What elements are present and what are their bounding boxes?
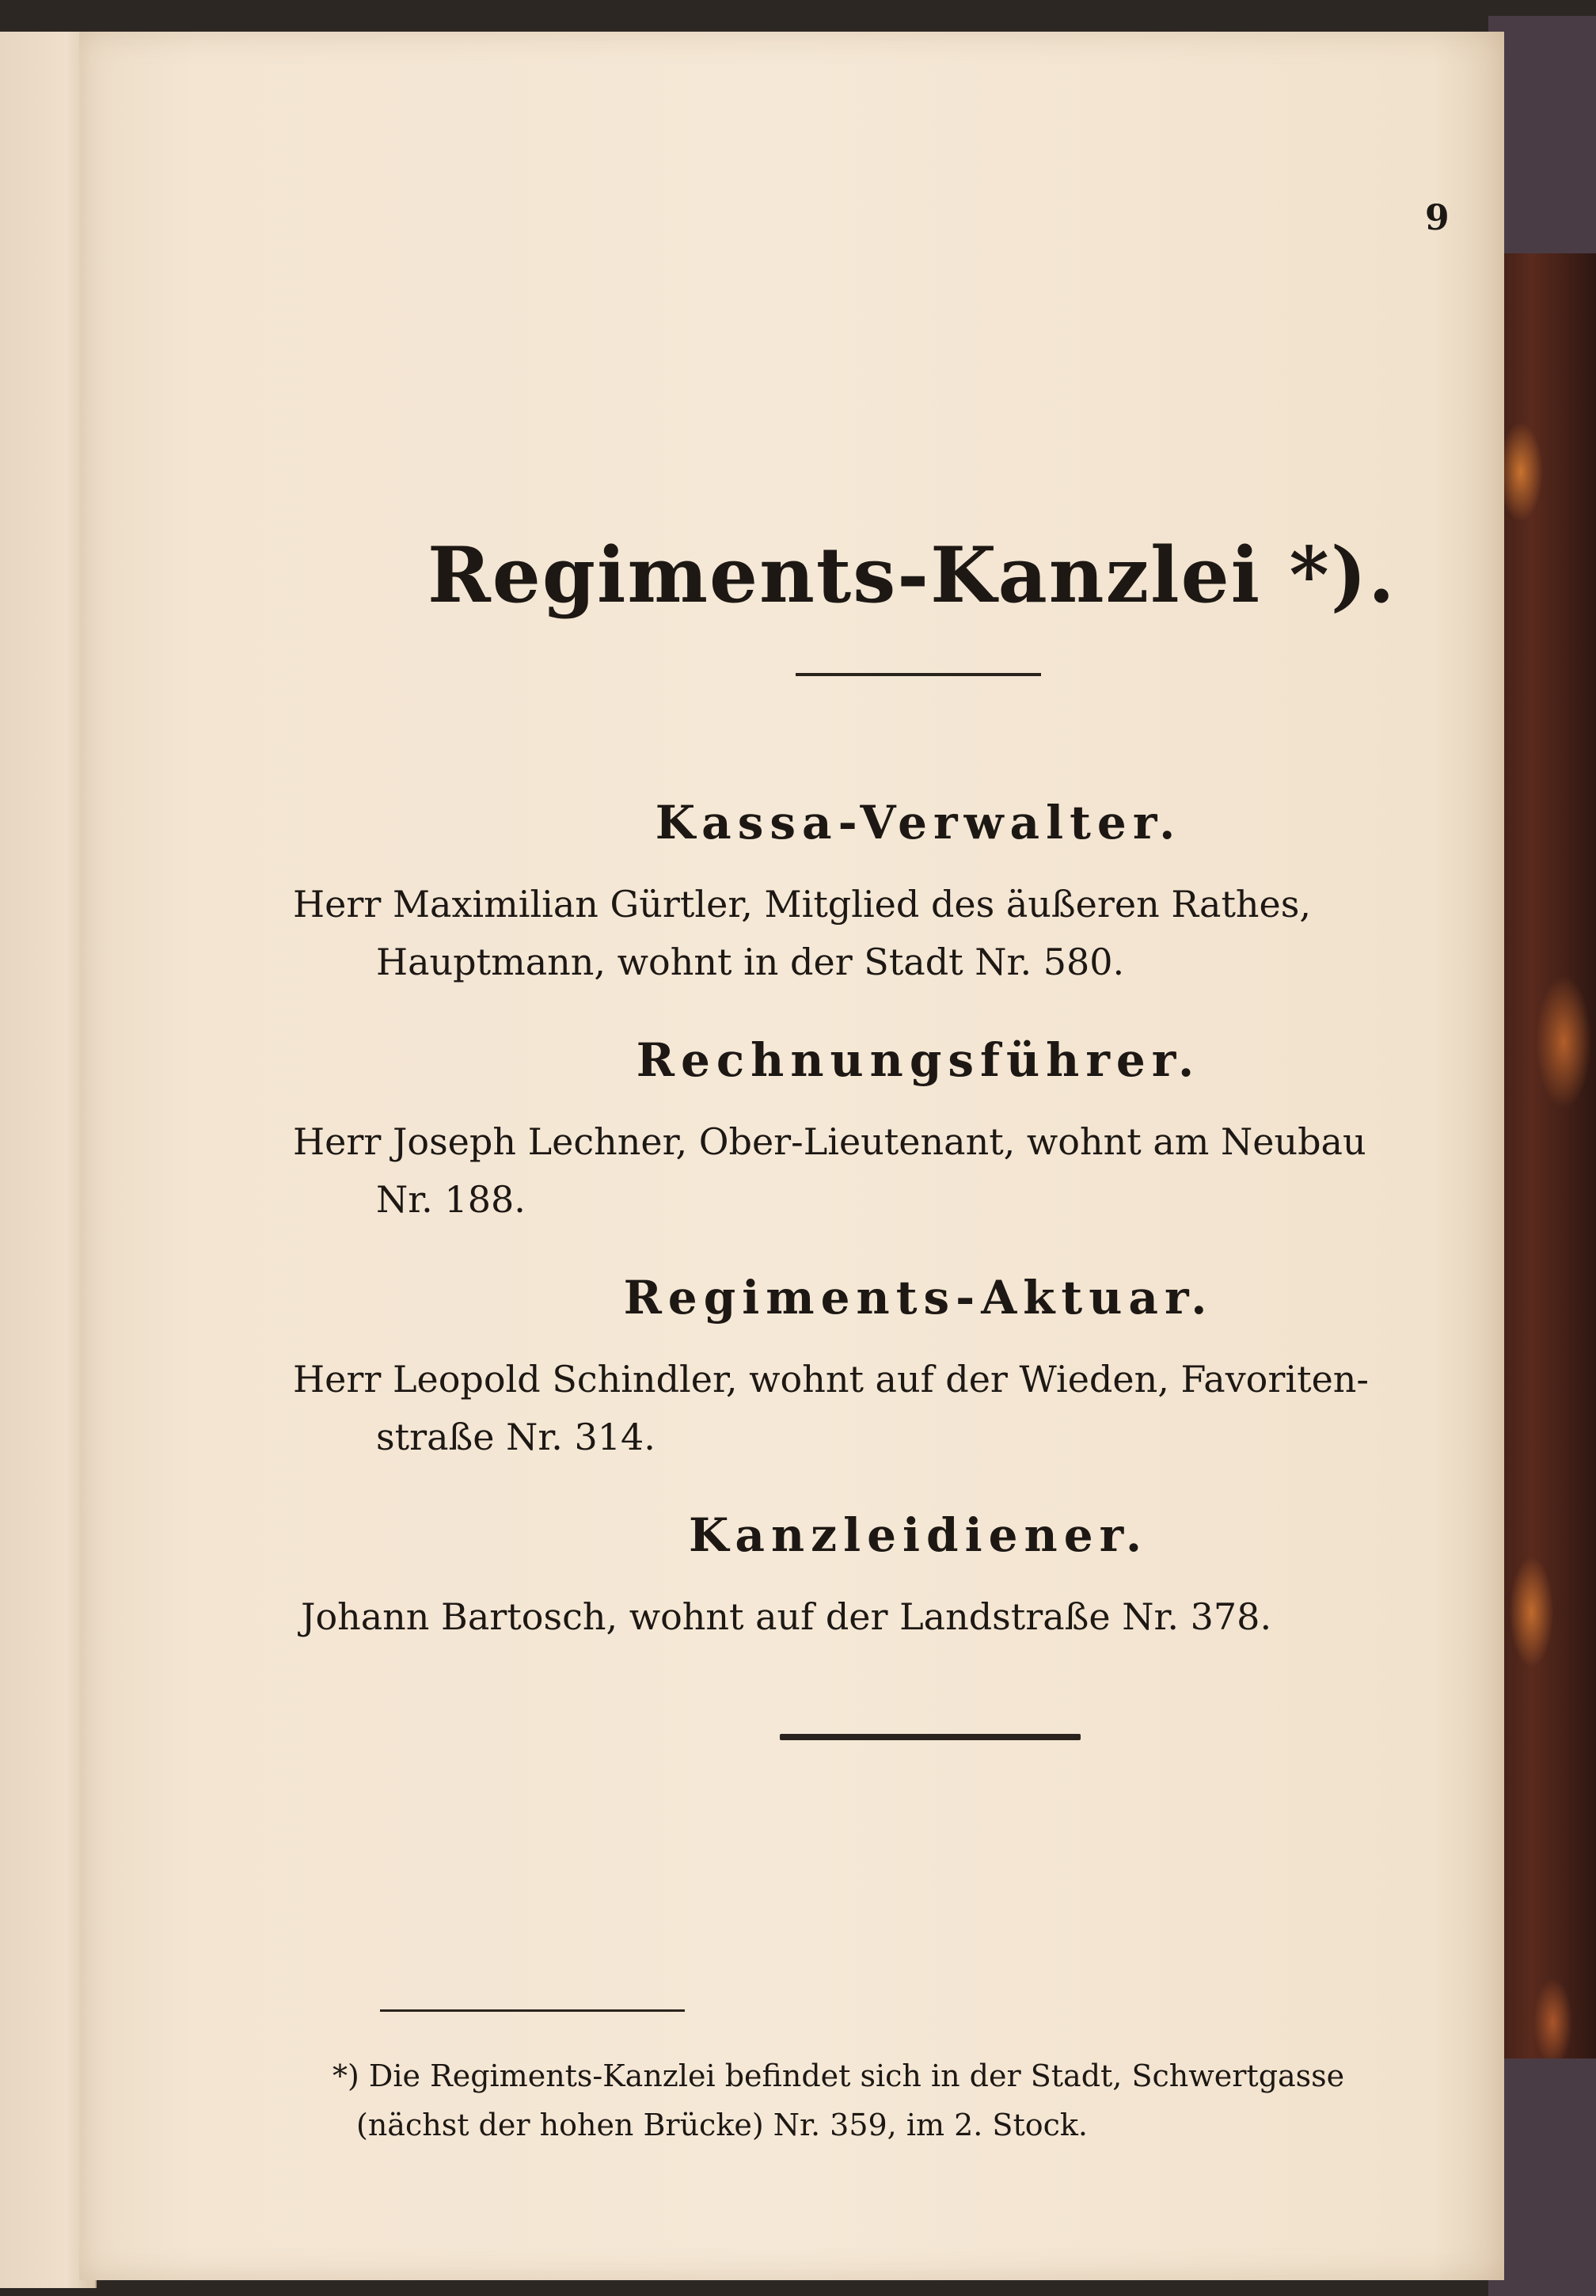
cover-cloth-top: [1488, 16, 1596, 253]
page-number: 9: [1425, 198, 1450, 238]
section-heading-regiments-aktuar: Regiments-Aktuar.: [623, 1271, 1214, 1325]
entry-line: Herr Joseph Lechner, Ober-Lieutenant, wohnt am Neubau: [293, 1120, 1366, 1163]
cover-cloth-bottom: [1488, 2058, 1596, 2296]
section-heading-kanzleidiener: Kanzleidiener.: [688, 1508, 1149, 1562]
section-heading-kassa-verwalter: Kassa-Verwalter.: [655, 796, 1182, 850]
footnote-divider: [380, 2009, 685, 2012]
entry-line: Herr Leopold Schindler, wohnt auf der Wieden, Favoriten-: [293, 1358, 1369, 1401]
entry-line: Johann Bartosch, wohnt auf der Landstraße Nr. 378.: [301, 1595, 1272, 1638]
entry-line: straße Nr. 314.: [376, 1416, 656, 1458]
marbled-cover-edge: [1488, 16, 1596, 2296]
title-divider: [796, 673, 1041, 676]
entry-line: Herr Maximilian Gürtler, Mitglied des äußeren Rathes,: [293, 883, 1312, 926]
page-title: Regiments-Kanzlei *).: [428, 530, 1396, 620]
book-page: [79, 32, 1504, 2280]
footnote-line: (nächst der hohen Brücke) Nr. 359, im 2. Stock.: [356, 2108, 1089, 2142]
section-heading-rechnungsfuehrer: Rechnungsführer.: [636, 1033, 1201, 1087]
end-divider: [780, 1734, 1081, 1740]
entry-line: Nr. 188.: [376, 1178, 526, 1221]
entry-line: Hauptmann, wohnt in der Stadt Nr. 580.: [376, 941, 1125, 983]
footnote-line: *) Die Regiments-Kanzlei befindet sich in der Stadt, Schwertgasse: [332, 2058, 1345, 2093]
